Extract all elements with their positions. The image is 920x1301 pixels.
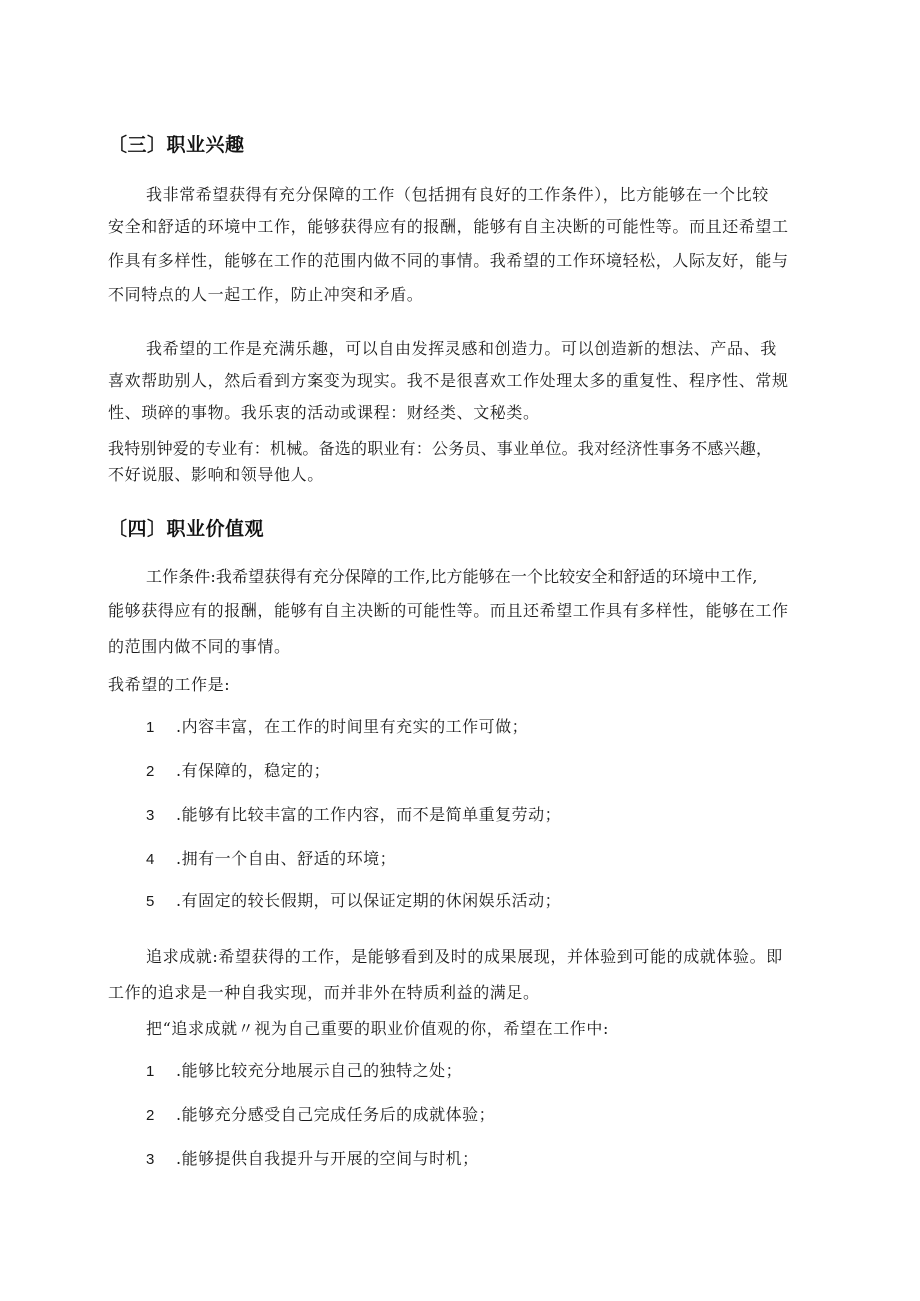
list-text: .内容丰富，在工作的时间里有充实的工作可做； [176,717,529,736]
s3-para3-line2: 不好说服、影响和领导他人。 [108,465,324,484]
list-number: 3 [146,1151,155,1168]
section-3-heading: 〔三〕职业兴趣 [108,134,245,156]
s3-para1-line3: 作具有多样性，能够在工作的范围内做不同的事情。我希望的工作环境轻松，人际友好，能与 [108,251,789,270]
s3-para2-line2: 喜欢帮助别人，然后看到方案变为现实。我不是很喜欢工作处理太多的重复性、程序性、常规 [108,371,789,390]
s4-para1-line3: 的范围内做不同的事情。 [108,637,291,656]
s3-para1-line4: 不同特点的人一起工作，防止冲突和矛盾。 [108,285,424,304]
list-number: 1 [146,1063,155,1080]
list2-item-3 [146,1146,479,1169]
s3-para1-line1: 我非常希望获得有充分保障的工作（包括拥有良好的工作条件），比方能够在一个比较 [146,185,769,204]
list-number: 2 [146,1107,155,1124]
list2-item-2 [146,1102,495,1125]
list-number: 4 [146,851,155,868]
s4-para1-line2: 能够获得应有的报酬，能够有自主决断的可能性等。而且还希望工作具有多样性，能够在工作 [108,601,789,620]
list-number: 5 [146,893,155,910]
s4-intro2: 把“追求成就〃视为自己重要的职业价值观的你，希望在工作中: [146,1019,609,1038]
list-text: .能够比较充分地展示自己的独特之处； [176,1061,463,1080]
list-number: 1 [146,719,155,736]
s3-para2-line3: 性、琐碎的事物。我乐衷的活动或课程：财经类、文秘类。 [108,403,540,422]
list1-item-3 [146,802,561,825]
list-number: 3 [146,807,155,824]
list-text: .能够充分感受自己完成任务后的成就体验； [176,1105,496,1124]
list1-item-2 [146,758,330,781]
s4-intro1: 我希望的工作是: [108,675,231,694]
list-text: .能够提供自我提升与开展的空间与时机； [176,1149,479,1168]
list-text: .有保障的，稳定的； [176,761,331,780]
s4-para2-line1: 追求成就:希望获得的工作，是能够看到及时的成果展现，并体验到可能的成就体验。即 [146,947,783,966]
s4-para1-line1: 工作条件:我希望获得有充分保障的工作,比方能够在一个比较安全和舒适的环境中工作, [146,567,758,586]
s3-para2-line1: 我希望的工作是充满乐趣，可以自由发挥灵感和创造力。可以创造新的想法、产品、我 [146,339,777,358]
list2-item-1 [146,1058,462,1081]
list-text: .能够有比较丰富的工作内容，而不是简单重复劳动； [176,805,562,824]
list1-item-5 [146,888,561,911]
list-text: .有固定的较长假期，可以保证定期的休闲娱乐活动； [176,891,562,910]
list-text: .拥有一个自由、舒适的环境； [176,849,397,868]
s3-para1-line2: 安全和舒适的环境中工作，能够获得应有的报酬，能够有自主决断的可能性等。而且还希望工 [108,217,789,236]
s4-para2-line2: 工作的追求是一种自我实现，而并非外在特质利益的满足。 [108,983,540,1002]
section-4-heading: 〔四〕职业价值观 [108,518,265,540]
s3-para3-line1: 我特别钟爱的专业有：机械。备选的职业有：公务员、事业单位。我对经济性事务不感兴趣， [108,439,773,458]
list-number: 2 [146,763,155,780]
list1-item-4 [146,846,396,869]
list1-item-1 [146,714,528,737]
